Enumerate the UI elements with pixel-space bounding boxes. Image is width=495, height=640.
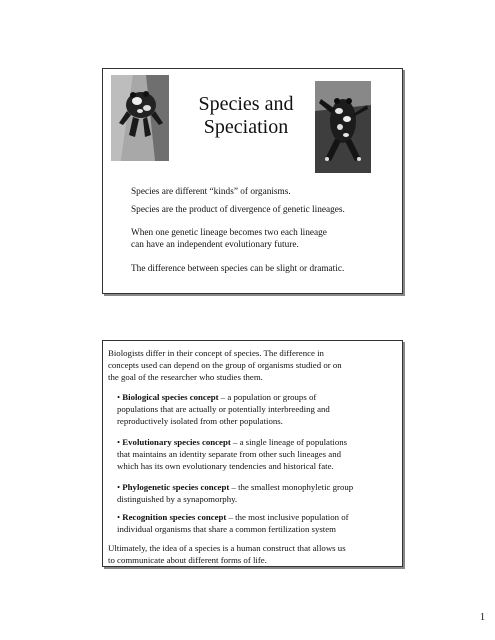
bullet-text: distinguished by a synapomorphy. xyxy=(117,494,238,504)
bullet-term: Phylogenetic species concept xyxy=(122,482,230,492)
bullet-term: Biological species concept xyxy=(122,392,219,402)
slide1-line-lineage-2: can have an independent evolutionary future. xyxy=(131,240,299,250)
frog-climbing-image xyxy=(315,81,371,173)
bullet-text: individual organisms that share a common fertilization system xyxy=(117,524,336,534)
title-line-2: Speciation xyxy=(203,116,289,138)
frog-photo-right xyxy=(315,81,371,173)
bullet-biological-species-concept: • Biological species concept – a population or groups of populations that are actually or potentially interbreeding and reproductively isolated from other populations. xyxy=(117,391,405,427)
intro-line: concepts used can depend on the group of organisms studied or on xyxy=(108,360,342,370)
species-concepts-intro xyxy=(108,347,398,383)
slide-species-concepts xyxy=(102,340,403,567)
title-line-1: Species and xyxy=(198,93,294,115)
bullet-text: – the most inclusive population of xyxy=(226,512,349,522)
bullet-phylogenetic-species-concept: • Phylogenetic species concept – the smallest monophyletic group distinguished by a synapomorphy. xyxy=(117,481,405,505)
bullet-text: reproductively isolated from other populations. xyxy=(117,416,283,426)
bullet-term: Evolutionary species concept xyxy=(122,437,231,447)
slide1-line-divergence: Species are the product of divergence of genetic lineages. xyxy=(131,205,345,215)
species-concepts-conclusion xyxy=(108,542,398,566)
slide1-line-lineage-1: When one genetic lineage becomes two each lineage xyxy=(131,228,327,238)
outro-line: to communicate about different forms of life. xyxy=(108,555,267,565)
frog-on-leaf-image xyxy=(111,75,169,161)
frog-photo-left xyxy=(111,75,169,161)
slide-species-and-speciation xyxy=(102,68,403,294)
slide-title xyxy=(173,93,319,139)
bullet-text: – the smallest monophyletic group xyxy=(229,482,354,492)
intro-line: Biologists differ in their concept of species. The difference in xyxy=(108,348,324,358)
bullet-text: which has its own evolutionary tendencies and historical fate. xyxy=(117,461,334,471)
bullet-text: – a population or groups of xyxy=(218,392,317,402)
bullet-text: populations that are actually or potentially interbreeding and xyxy=(117,404,330,414)
bullet-term: Recognition species concept xyxy=(122,512,227,522)
slide1-line-difference: The difference between species can be slight or dramatic. xyxy=(131,264,345,274)
intro-line: the goal of the researcher who studies them. xyxy=(108,372,263,382)
page-number: 1 xyxy=(480,612,485,623)
outro-line: Ultimately, the idea of a species is a human construct that allows us xyxy=(108,543,346,553)
bullet-text: that maintains an identity separate from other such lineages and xyxy=(117,449,342,459)
slide1-line-kinds: Species are different “kinds” of organisms. xyxy=(131,187,291,197)
bullet-recognition-species-concept: • Recognition species concept – the most inclusive population of individual organisms that share a common fertilization system xyxy=(117,511,405,535)
bullet-text: – a single lineage of populations xyxy=(230,437,348,447)
bullet-evolutionary-species-concept: • Evolutionary species concept – a single lineage of populations that maintains an identity separate from other such lineages and which has its own evolutionary tendencies and historical fate. xyxy=(117,436,405,472)
